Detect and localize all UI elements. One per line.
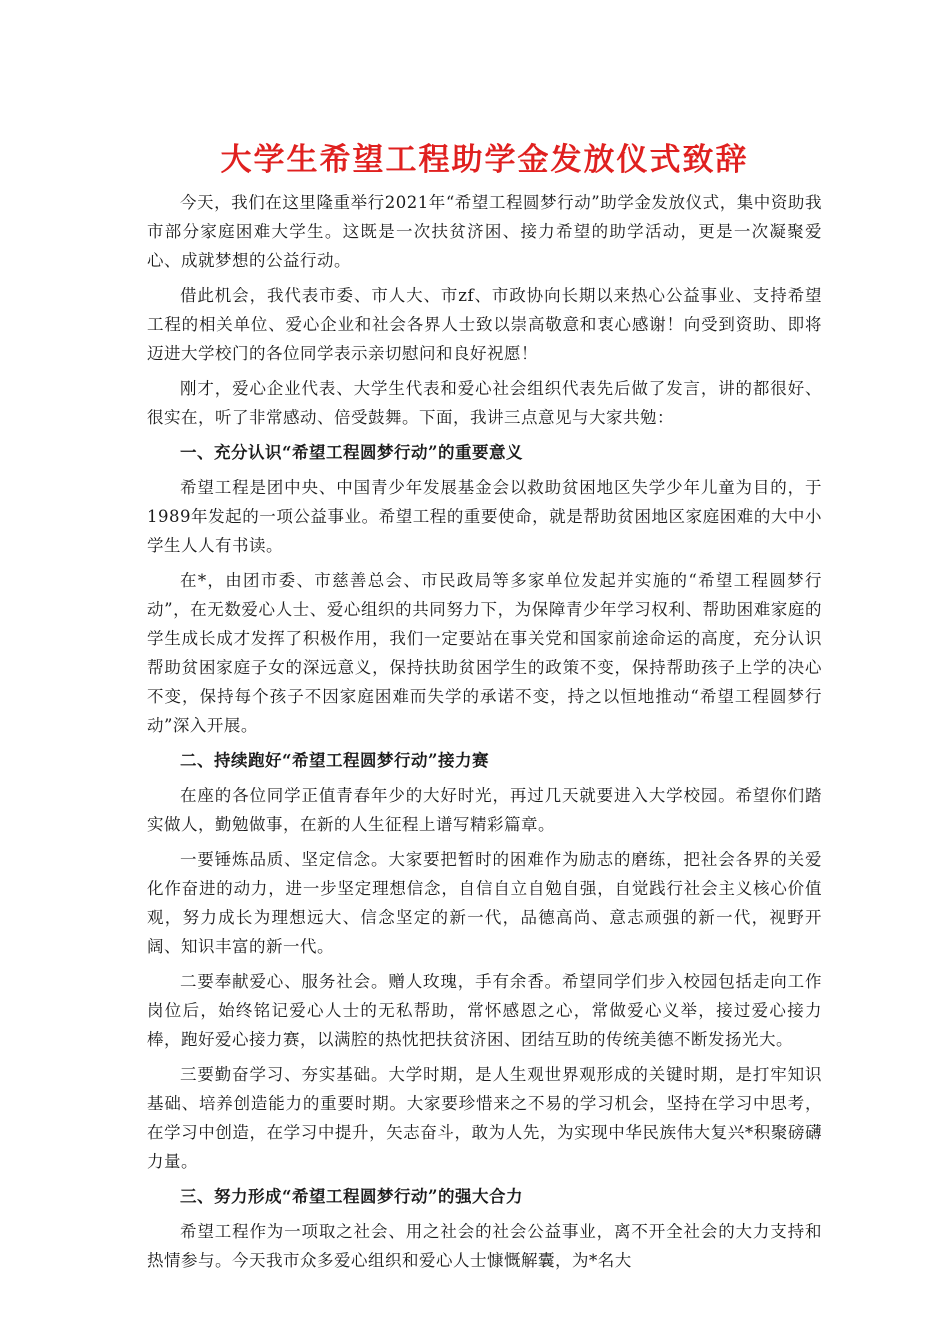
- paragraph-7: 一要锤炼品质、坚定信念。大家要把暂时的困难作为励志的磨练，把社会各界的关爱化作奋进的动力，进一步坚定理想信念，自信自立自勉自强，自觉践行社会主义核心价值观，努力成长为理想远大、信念坚定的新一代，品德高尚、意志顽强的新一代，视野开阔、知识丰富的新一代。: [147, 850, 822, 956]
- paragraph-9: 三要勤奋学习、夯实基础。大学时期，是人生观世界观形成的关键时期，是打牢知识基础、培养创造能力的重要时期。大家要珍惜来之不易的学习机会，坚持在学习中思考，在学习中创造，在学习中提升，矢志奋斗，敢为人先，为实现中华民族伟大复兴*积聚磅礴力量。: [147, 1065, 822, 1171]
- paragraph-3: 刚才，爱心企业代表、大学生代表和爱心社会组织代表先后做了发言，讲的都很好、很实在，听了非常感动、倍受鼓舞。下面，我讲三点意见与大家共勉：: [147, 379, 822, 427]
- section-heading-2: 二、持续跑好“希望工程圆梦行动”接力赛: [180, 751, 489, 770]
- paragraph-8: 二要奉献爱心、服务社会。赠人玫瑰，手有余香。希望同学们步入校园包括走向工作岗位后，始终铭记爱心人士的无私帮助，常怀感恩之心，常做爱心义举，接过爱心接力棒，跑好爱心接力赛，以满腔的热忱把扶贫济困、团结互助的传统美德不断发扬光大。: [147, 972, 822, 1049]
- section-heading-1: 一、充分认识“希望工程圆梦行动”的重要意义: [180, 443, 523, 462]
- paragraph-6: 在座的各位同学正值青春年少的大好时光，再过几天就要进入大学校园。希望你们踏实做人，勤勉做事，在新的人生征程上谱写精彩篇章。: [147, 786, 822, 834]
- paragraph-10: 希望工程作为一项取之社会、用之社会的社会公益事业，离不开全社会的大力支持和热情参与。今天我市众多爱心组织和爱心人士慷慨解囊，为*名大: [147, 1222, 822, 1270]
- document-title: 大学生希望工程助学金发放仪式致辞: [220, 142, 749, 178]
- paragraph-2: 借此机会，我代表市委、市人大、市zf、市政协向长期以来热心公益事业、支持希望工程的相关单位、爱心企业和社会各界人士致以崇高敬意和衷心感谢！向受到资助、即将迈进大学校门的各位同学表示亲切慰问和良好祝愿！: [147, 286, 822, 363]
- paragraph-1: 今天，我们在这里隆重举行2021年“希望工程圆梦行动”助学金发放仪式，集中资助我市部分家庭困难大学生。这既是一次扶贫济困、接力希望的助学活动，更是一次凝聚爱心、成就梦想的公益行动。: [147, 193, 822, 270]
- paragraph-5: 在*，由团市委、市慈善总会、市民政局等多家单位发起并实施的“希望工程圆梦行动”，在无数爱心人士、爱心组织的共同努力下，为保障青少年学习权利、帮助困难家庭的学生成长成才发挥了积极作用，我们一定要站在事关党和国家前途命运的高度，充分认识帮助贫困家庭子女的深远意义，保持扶助贫困学生的政策不变，保持帮助孩子上学的决心不变，保持每个孩子不因家庭困难而失学的承诺不变，持之以恒地推动“希望工程圆梦行动”深入开展。: [147, 571, 822, 735]
- document-page: [147, 138, 822, 1281]
- paragraph-4: 希望工程是团中央、中国青少年发展基金会以救助贫困地区失学少年儿童为目的，于1989年发起的一项公益事业。希望工程的重要使命，就是帮助贫困地区家庭困难的大中小学生人人有书读。: [147, 478, 822, 555]
- section-heading-3: 三、努力形成“希望工程圆梦行动”的强大合力: [180, 1187, 523, 1206]
